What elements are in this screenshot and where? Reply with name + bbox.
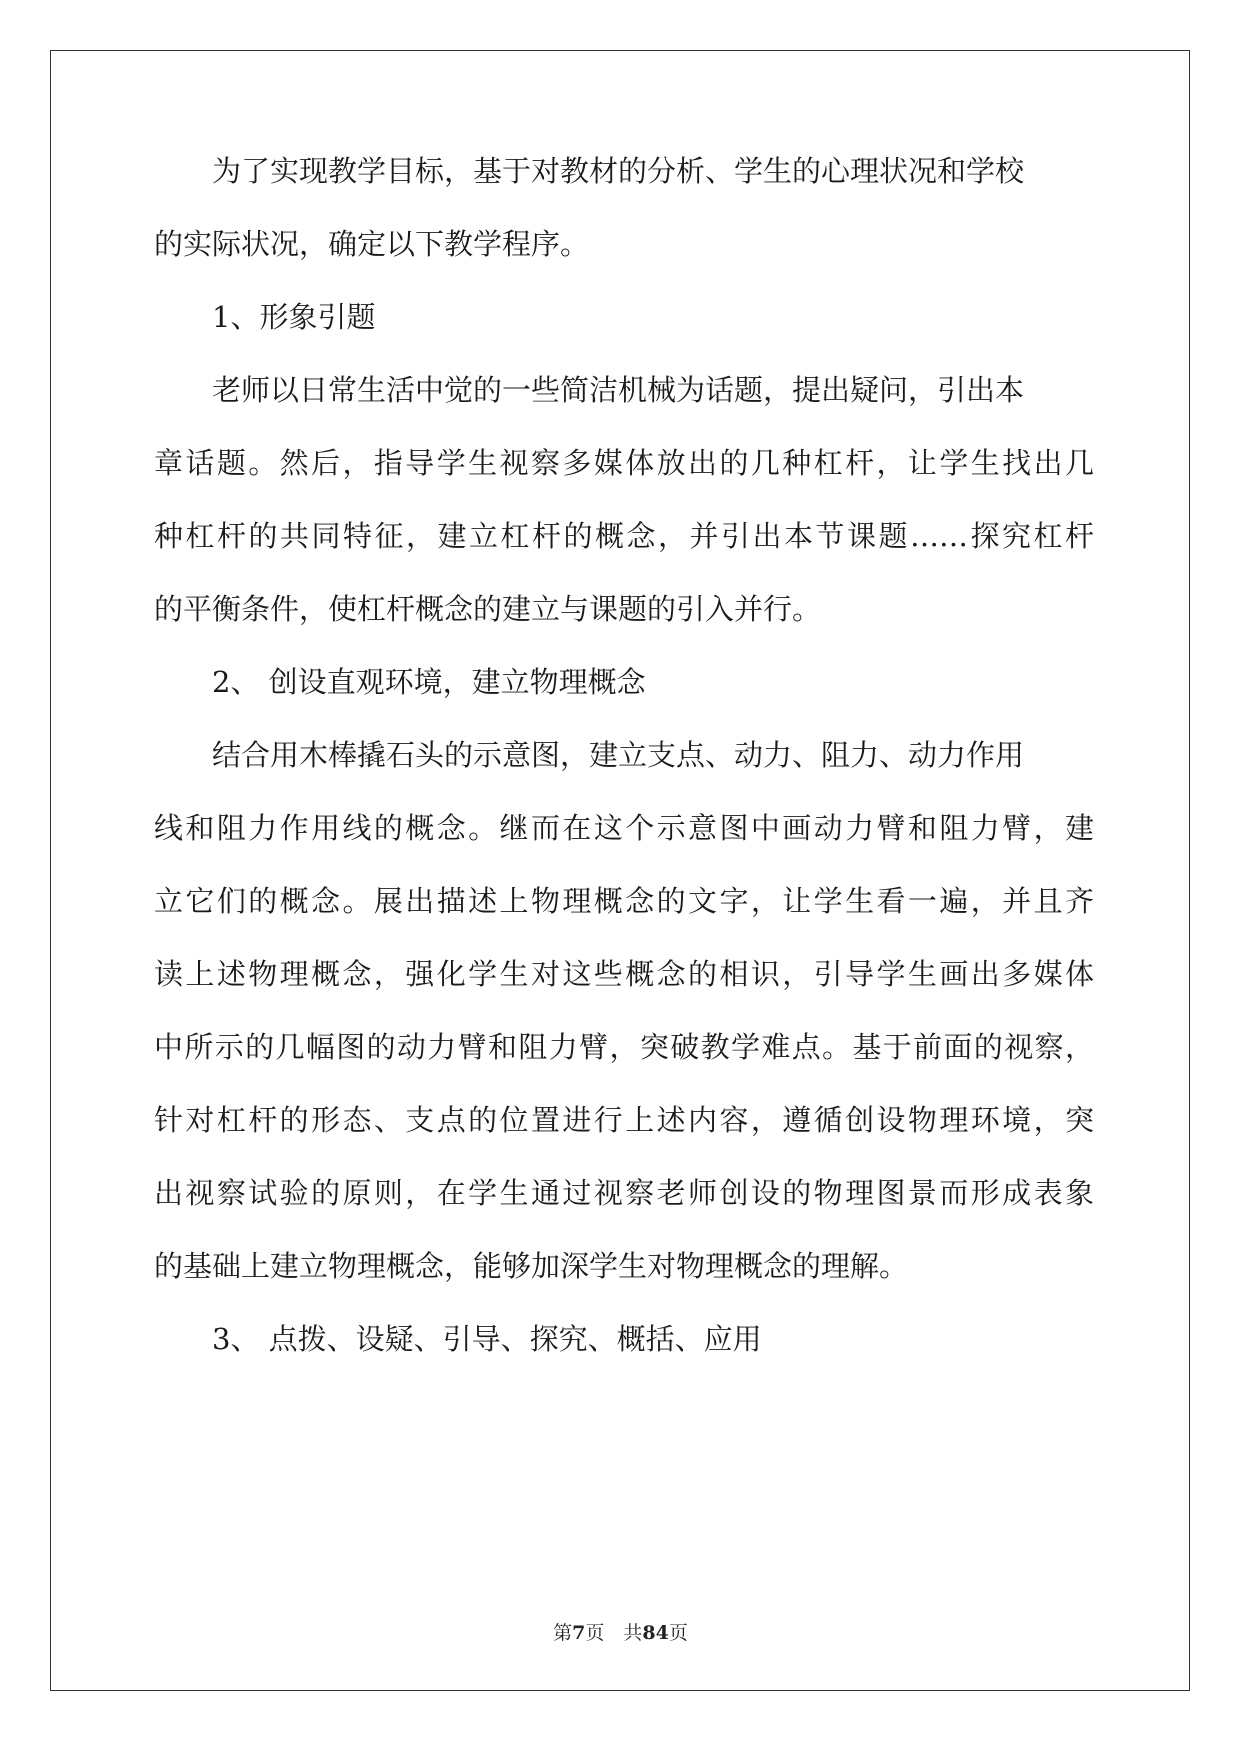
section-heading: 3、 点拨、设疑、引导、探究、概括、应用 bbox=[212, 1322, 762, 1356]
footer-page-number: 7 bbox=[572, 1622, 586, 1644]
paragraph-line: 结合用木棒撬石头的示意图，建立支点、动力、阻力、动力作用 bbox=[212, 738, 1025, 772]
paragraph-line: 中所示的几幅图的动力臂和阻力臂，突破教学难点。基于前面的视察， bbox=[154, 1030, 1094, 1064]
paragraph-line: 针对杠杆的形态、支点的位置进行上述内容，遵循创设物理环境，突 bbox=[154, 1103, 1094, 1137]
footer-suffix: 页 bbox=[668, 1622, 688, 1644]
paragraph-line: 老师以日常生活中觉的一些简洁机械为话题，提出疑问，引出本 bbox=[212, 373, 1025, 407]
paragraph-line: 为了实现教学目标，基于对教材的分析、学生的心理状况和学校 bbox=[212, 154, 1025, 188]
footer-total-pages: 84 bbox=[642, 1622, 669, 1644]
paragraph-line: 出视察试验的原则，在学生通过视察老师创设的物理图景而形成表象 bbox=[154, 1176, 1094, 1210]
paragraph-line: 的平衡条件，使杠杆概念的建立与课题的引入并行。 bbox=[154, 592, 822, 626]
footer-prefix: 第 bbox=[553, 1622, 573, 1644]
paragraph-line: 读上述物理概念，强化学生对这些概念的相识，引导学生画出多媒体 bbox=[154, 957, 1094, 991]
section-heading: 2、 创设直观环境，建立物理概念 bbox=[212, 665, 646, 699]
footer-mid: 页 共 bbox=[585, 1622, 643, 1644]
paragraph-line: 的实际状况，确定以下教学程序。 bbox=[154, 227, 590, 261]
paragraph-line: 立它们的概念。展出描述上物理概念的文字，让学生看一遍，并且齐 bbox=[154, 884, 1094, 918]
paragraph-line: 种杠杆的共同特征，建立杠杆的概念，并引出本节课题……探究杠杆 bbox=[154, 519, 1094, 553]
paragraph-line: 章话题。然后，指导学生视察多媒体放出的几种杠杆，让学生找出几 bbox=[154, 446, 1094, 480]
page-footer bbox=[0, 1618, 1241, 1645]
paragraph-line: 线和阻力作用线的概念。继而在这个示意图中画动力臂和阻力臂，建 bbox=[154, 811, 1094, 845]
paragraph-line: 的基础上建立物理概念，能够加深学生对物理概念的理解。 bbox=[154, 1249, 909, 1283]
section-heading: 1、形象引题 bbox=[212, 300, 376, 334]
